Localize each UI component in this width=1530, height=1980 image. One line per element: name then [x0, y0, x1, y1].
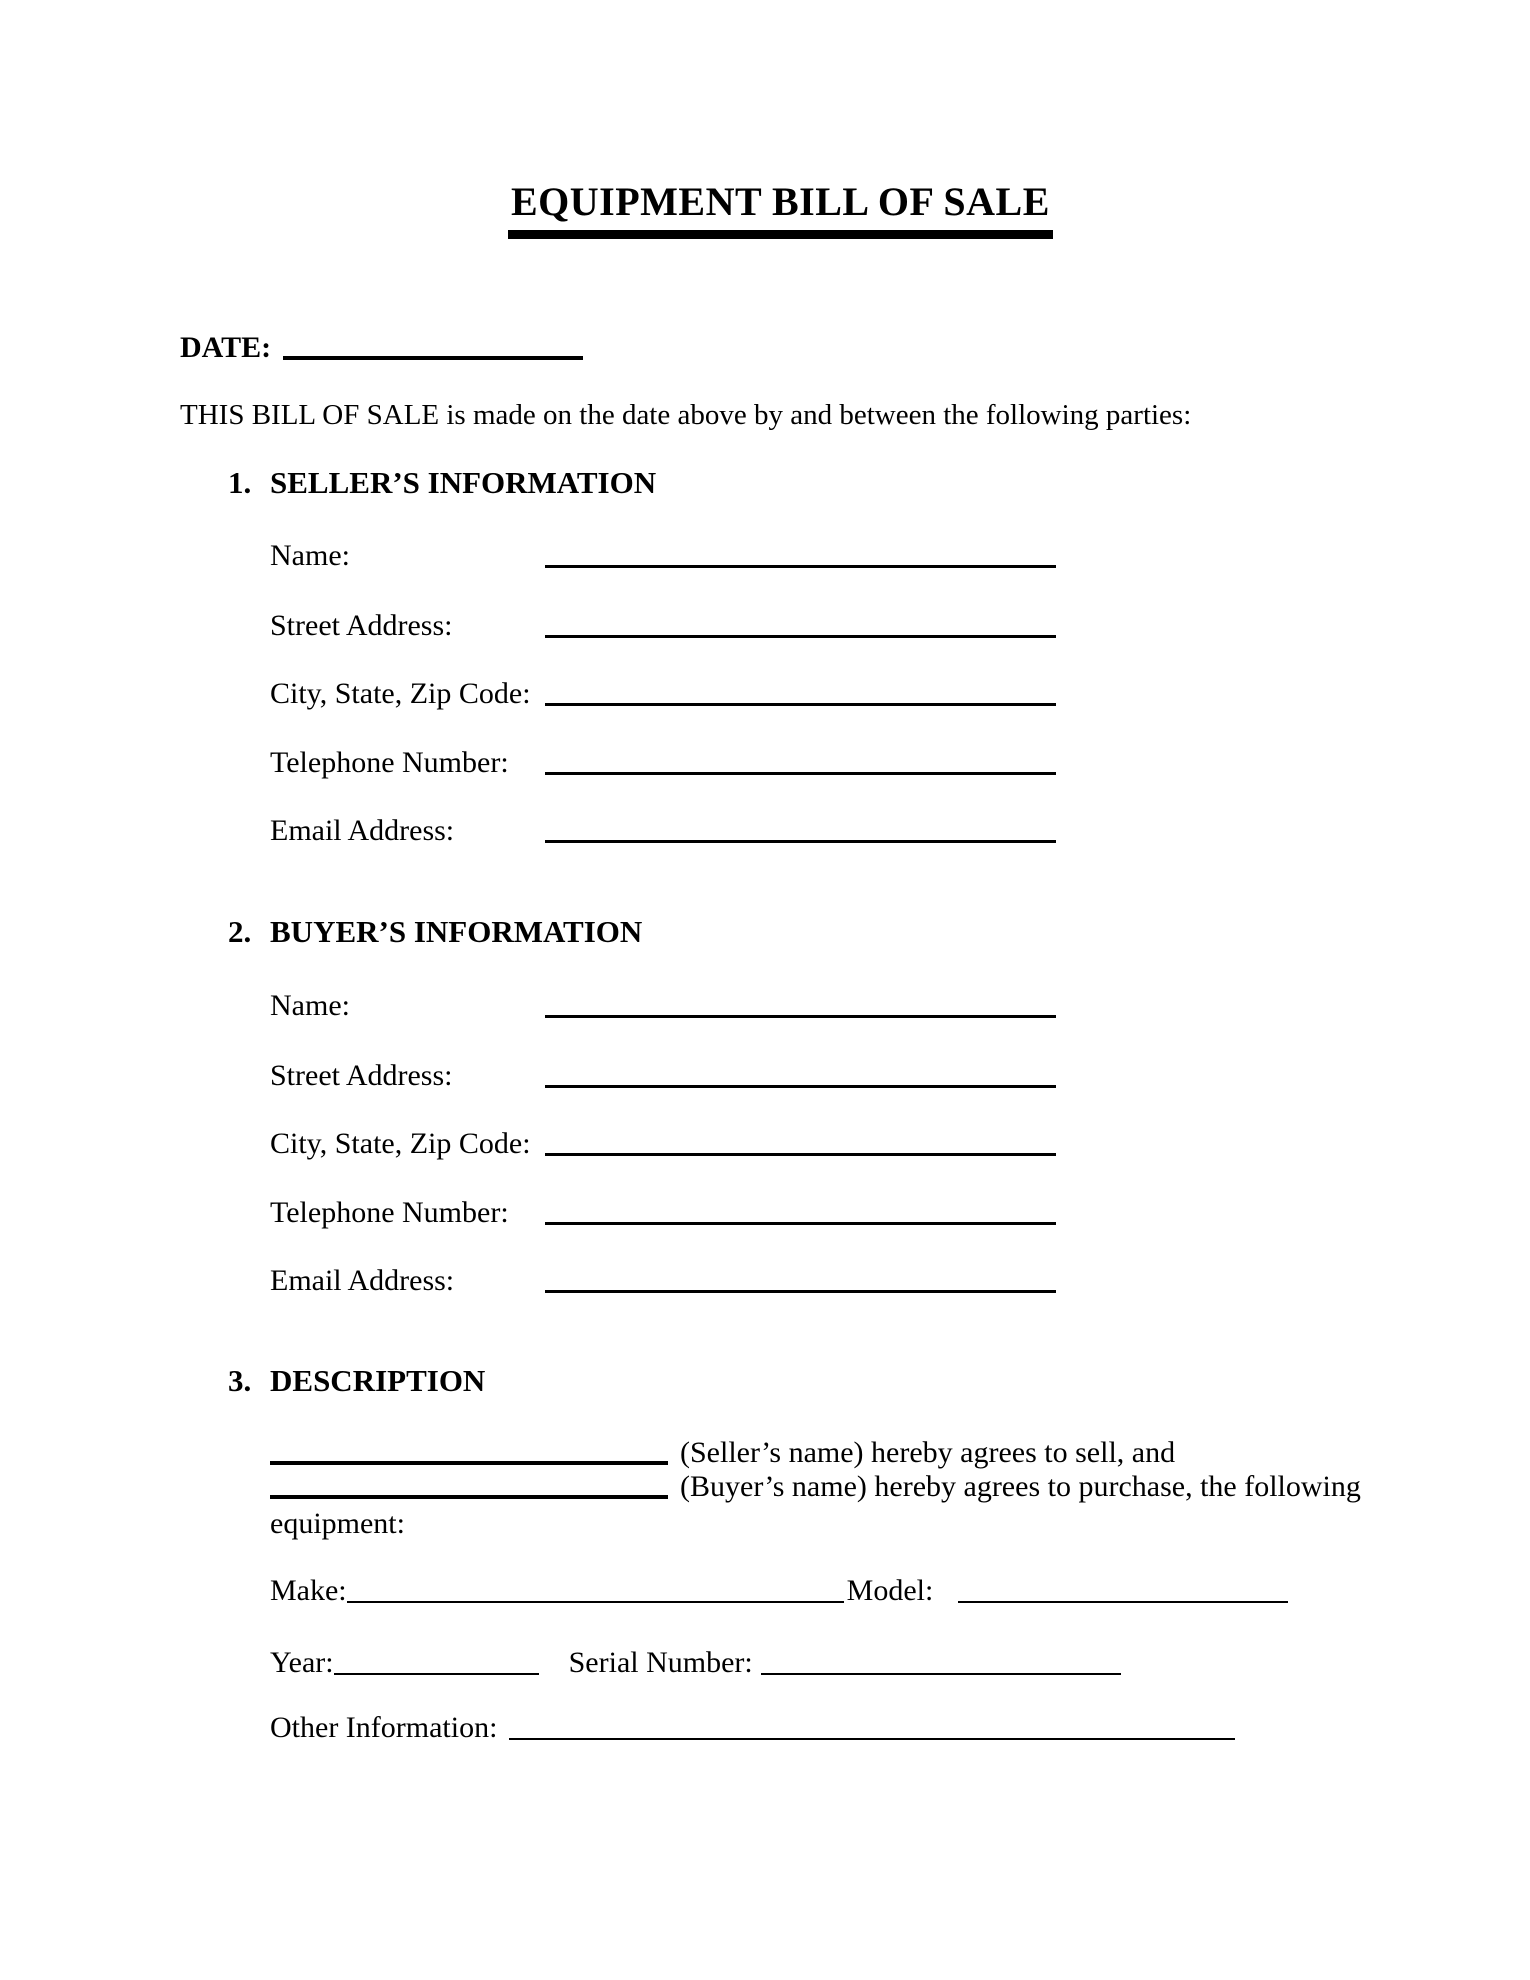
section-heading-buyers-information — [228, 914, 642, 950]
section-number: 3. — [228, 1363, 252, 1398]
buyer-street-address-input[interactable] — [545, 1085, 1056, 1088]
seller-email-input[interactable] — [545, 840, 1056, 843]
field-row — [270, 813, 1056, 849]
year-input[interactable] — [334, 1673, 539, 1675]
date-label: DATE: — [180, 331, 272, 364]
buyer-telephone-input[interactable] — [545, 1222, 1056, 1225]
description-seller-name-input[interactable] — [270, 1461, 668, 1465]
description-buyer-text: (Buyer’s name) hereby agrees to purchase, the following — [680, 1470, 1361, 1503]
section-number: 2. — [228, 914, 252, 949]
field-label: Street Address: — [270, 609, 453, 642]
field-row — [270, 1058, 1056, 1094]
field-row — [270, 745, 1056, 781]
field-row — [270, 538, 1056, 574]
field-row — [270, 988, 1056, 1024]
description-buyer-name-input[interactable] — [270, 1495, 668, 1499]
field-row — [270, 1195, 1056, 1231]
seller-telephone-input[interactable] — [545, 772, 1056, 775]
seller-city-state-zip-input[interactable] — [545, 703, 1056, 706]
description-equipment-row — [270, 1506, 405, 1542]
equipment-label: equipment: — [270, 1507, 405, 1540]
section-title: BUYER’S INFORMATION — [270, 914, 643, 949]
field-label: Name: — [270, 989, 350, 1022]
make-input[interactable] — [347, 1601, 844, 1603]
year-serial-row — [270, 1645, 1121, 1681]
page-title: EQUIPMENT BILL OF SALE — [508, 180, 1053, 239]
field-label: Name: — [270, 539, 350, 572]
date-row — [180, 330, 583, 366]
make-label: Make: — [270, 1574, 347, 1607]
section-heading-sellers-information — [228, 465, 656, 501]
buyer-email-input[interactable] — [545, 1290, 1056, 1293]
other-information-input[interactable] — [509, 1738, 1235, 1740]
description-seller-row — [270, 1435, 1175, 1471]
buyer-name-input[interactable] — [545, 1015, 1056, 1018]
field-label: Telephone Number: — [270, 1196, 509, 1229]
intro-text: THIS BILL OF SALE is made on the date above by and between the following parties: — [180, 399, 1192, 431]
model-label: Model: — [846, 1574, 934, 1607]
description-seller-text: (Seller’s name) hereby agrees to sell, and — [680, 1436, 1176, 1469]
serial-number-label: Serial Number: — [568, 1646, 753, 1679]
date-input[interactable] — [283, 356, 583, 360]
field-label: Telephone Number: — [270, 746, 509, 779]
buyer-city-state-zip-input[interactable] — [545, 1153, 1056, 1156]
section-title: DESCRIPTION — [270, 1363, 486, 1398]
year-label: Year: — [270, 1646, 334, 1679]
other-information-row — [270, 1710, 1235, 1746]
field-label: Street Address: — [270, 1059, 453, 1092]
field-row — [270, 676, 1056, 712]
field-label: City, State, Zip Code: — [270, 1127, 531, 1160]
field-row — [270, 1126, 1056, 1162]
description-buyer-row — [270, 1469, 1361, 1505]
section-number: 1. — [228, 465, 252, 500]
field-label: City, State, Zip Code: — [270, 677, 531, 710]
field-row — [270, 608, 1056, 644]
model-input[interactable] — [958, 1601, 1288, 1603]
section-title: SELLER’S INFORMATION — [270, 465, 657, 500]
field-label: Email Address: — [270, 1264, 455, 1297]
serial-number-input[interactable] — [761, 1673, 1121, 1675]
seller-street-address-input[interactable] — [545, 635, 1056, 638]
field-label: Email Address: — [270, 814, 455, 847]
make-model-row — [270, 1573, 1288, 1609]
seller-name-input[interactable] — [545, 565, 1056, 568]
other-information-label: Other Information: — [270, 1711, 498, 1744]
section-heading-description — [228, 1363, 485, 1399]
field-row — [270, 1263, 1056, 1299]
